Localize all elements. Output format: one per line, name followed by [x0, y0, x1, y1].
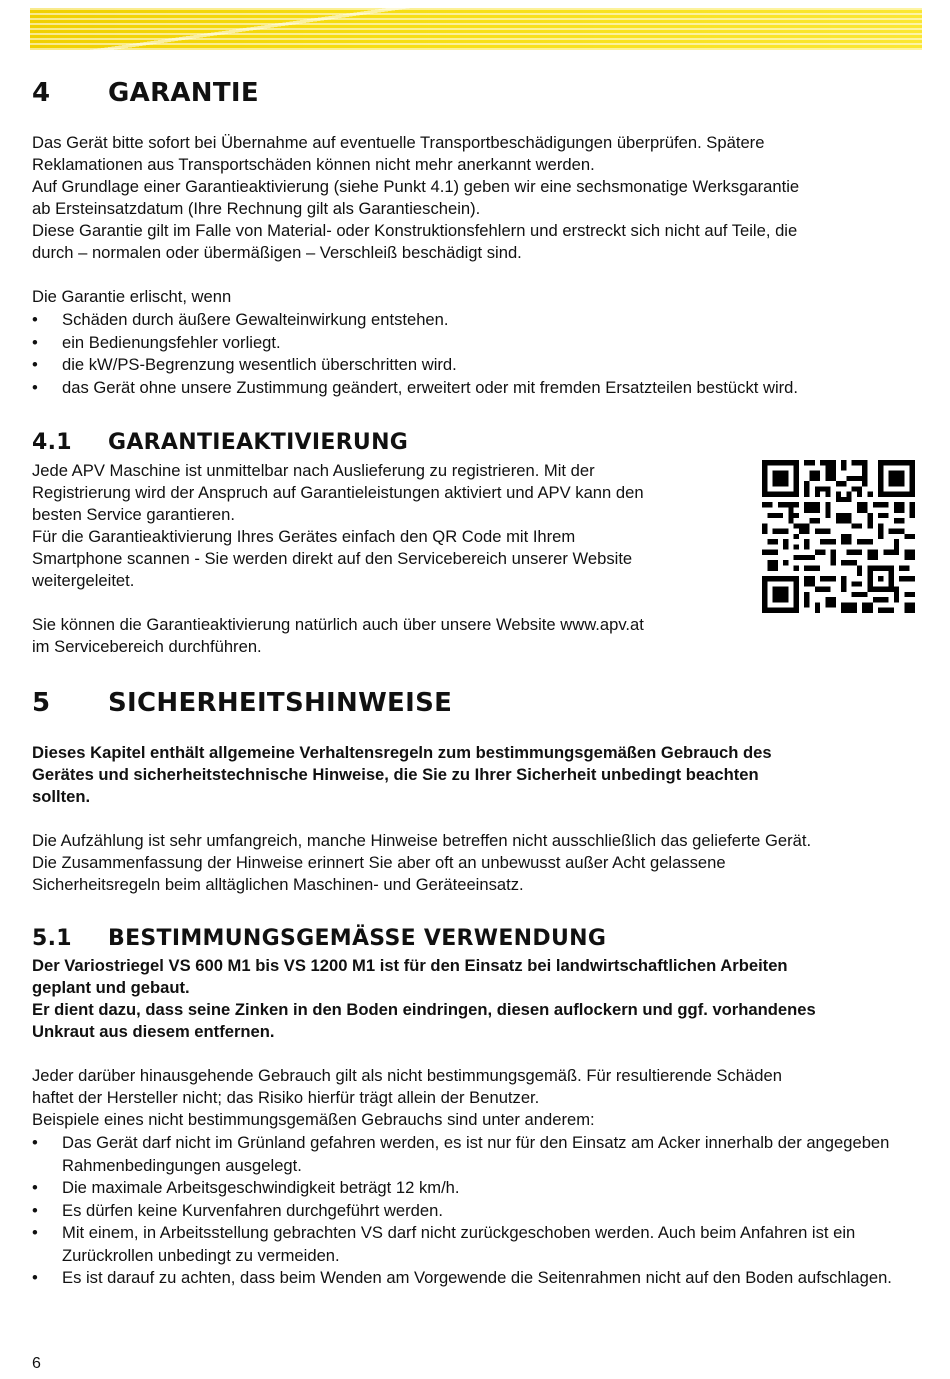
- section-4-intro: [32, 132, 917, 264]
- misuse-examples-list: [32, 1132, 917, 1290]
- text-line: durch – normalen oder übermäßigen – Verschleiß beschädigt sind.: [32, 243, 522, 262]
- text-line: Gerätes und sicherheitstechnische Hinweise, die Sie zu Ihrer Sicherheit unbedingt beachten: [32, 765, 759, 784]
- section-title: GARANTIE: [108, 78, 259, 108]
- list-item: • die kW/PS-Begrenzung wesentlich überschritten wird.: [32, 354, 917, 377]
- list-item: • ein Bedienungsfehler vorliegt.: [32, 332, 917, 355]
- section-4-1-text: [32, 460, 732, 592]
- text-line: Die Aufzählung ist sehr umfangreich, manche Hinweise betreffen nicht ausschließlich das gelieferte Gerät.: [32, 831, 812, 850]
- text-line: besten Service garantieren.: [32, 505, 235, 524]
- text-line: Sie können die Garantieaktivierung natürlich auch über unsere Website www.apv.at: [32, 615, 644, 634]
- text-line: Beispiele eines nicht bestimmungsgemäßen Gebrauchs sind unter anderem:: [32, 1110, 595, 1129]
- list-item: • das Gerät ohne unsere Zustimmung geändert, erweitert oder mit fremden Ersatzteilen bestückt wird.: [32, 377, 917, 400]
- text-line: Unkraut aus diesem entfernen.: [32, 1022, 275, 1041]
- section-5-bold-intro: [32, 742, 917, 808]
- page-number: 6: [32, 1355, 41, 1372]
- warranty-void-list: [32, 309, 917, 399]
- warranty-void-intro: Die Garantie erlischt, wenn: [32, 287, 232, 306]
- list-item: • Die maximale Arbeitsgeschwindigkeit beträgt 12 km/h.: [32, 1177, 917, 1200]
- list-item: • Es dürfen keine Kurvenfahren durchgeführt werden.: [32, 1200, 917, 1223]
- list-item: • Mit einem, in Arbeitsstellung gebrachten VS darf nicht zurückgeschoben werden. Auch beim Anfahren ist ein Zurückrollen unbedingt zu vermeiden.: [32, 1222, 917, 1267]
- section-title: BESTIMMUNGSGEMÄSSE VERWENDUNG: [108, 926, 607, 951]
- section-4-heading: [32, 78, 259, 108]
- text-line: sollten.: [32, 787, 91, 806]
- section-number: 4.1: [32, 430, 72, 455]
- list-item: • Schäden durch äußere Gewalteinwirkung entstehen.: [32, 309, 917, 332]
- text-line: im Servicebereich durchführen.: [32, 637, 262, 656]
- text-line: Er dient dazu, dass seine Zinken in den Boden eindringen, diesen auflockern und ggf. vorhandenes: [32, 1000, 816, 1019]
- section-4-1-heading: [32, 430, 408, 455]
- section-5-1-heading: [32, 926, 606, 951]
- section-5-text: [32, 830, 917, 896]
- section-number: 4: [32, 78, 51, 108]
- text-line: Diese Garantie gilt im Falle von Material- oder Konstruktionsfehlern und erstreckt sich nicht auf Teile, die: [32, 221, 798, 240]
- text-line: Sicherheitsregeln beim alltäglichen Maschinen- und Geräteeinsatz.: [32, 875, 524, 894]
- text-line: geplant und gebaut.: [32, 978, 190, 997]
- list-item: • Das Gerät darf nicht im Grünland gefahren werden, es ist nur für den Einsatz am Acker innerhalb der angegeben Rahmenbedingungen ausgelegt.: [32, 1132, 917, 1177]
- text-line: Der Variostriegel VS 600 M1 bis VS 1200 M1 ist für den Einsatz bei landwirtschaftlichen Arbeiten: [32, 956, 788, 975]
- list-item: • Es ist darauf zu achten, dass beim Wenden am Vorgewende die Seitenrahmen nicht auf den Boden aufschlagen.: [32, 1267, 917, 1290]
- text-line: Das Gerät bitte sofort bei Übernahme auf eventuelle Transportbeschädigungen überprüfen. Spätere: [32, 133, 765, 152]
- text-line: Für die Garantieaktivierung Ihres Gerätes einfach den QR Code mit Ihrem: [32, 527, 576, 546]
- section-5-1-text: [32, 1065, 917, 1131]
- text-line: Jeder darüber hinausgehende Gebrauch gilt als nicht bestimmungsgemäß. Für resultierende Schäden: [32, 1066, 782, 1085]
- text-line: Smartphone scannen - Sie werden direkt auf den Servicebereich unserer Website: [32, 549, 633, 568]
- section-4-1-website: [32, 614, 752, 658]
- text-line: Auf Grundlage einer Garantieaktivierung (siehe Punkt 4.1) geben wir eine sechsmonatige Werksgarantie: [32, 177, 800, 196]
- section-5-1-bold-text: [32, 955, 917, 1043]
- text-line: Die Zusammenfassung der Hinweise erinnert Sie aber oft an unbewusst außer Acht gelassene: [32, 853, 726, 872]
- section-title: SICHERHEITSHINWEISE: [108, 688, 453, 718]
- text-line: Jede APV Maschine ist unmittelbar nach Auslieferung zu registrieren. Mit der: [32, 461, 595, 480]
- text-line: weitergeleitet.: [32, 571, 135, 590]
- section-title: GARANTIEAKTIVIERUNG: [108, 430, 409, 455]
- text-line: ab Ersteinsatzdatum (Ihre Rechnung gilt als Garantieschein).: [32, 199, 481, 218]
- text-line: haftet der Hersteller nicht; das Risiko hierfür trägt allein der Benutzer.: [32, 1088, 540, 1107]
- section-number: 5.1: [32, 926, 72, 951]
- section-5-heading: [32, 688, 452, 718]
- section-number: 5: [32, 688, 51, 718]
- text-line: Registrierung wird der Anspruch auf Garantieleistungen aktiviert und APV kann den: [32, 483, 644, 502]
- text-line: Dieses Kapitel enthält allgemeine Verhaltensregeln zum bestimmungsgemäßen Gebrauch des: [32, 743, 772, 762]
- qr-code-icon[interactable]: [762, 460, 915, 613]
- text-line: Reklamationen aus Transportschäden können nicht mehr anerkannt werden.: [32, 155, 595, 174]
- header-decor-bar: [30, 8, 922, 50]
